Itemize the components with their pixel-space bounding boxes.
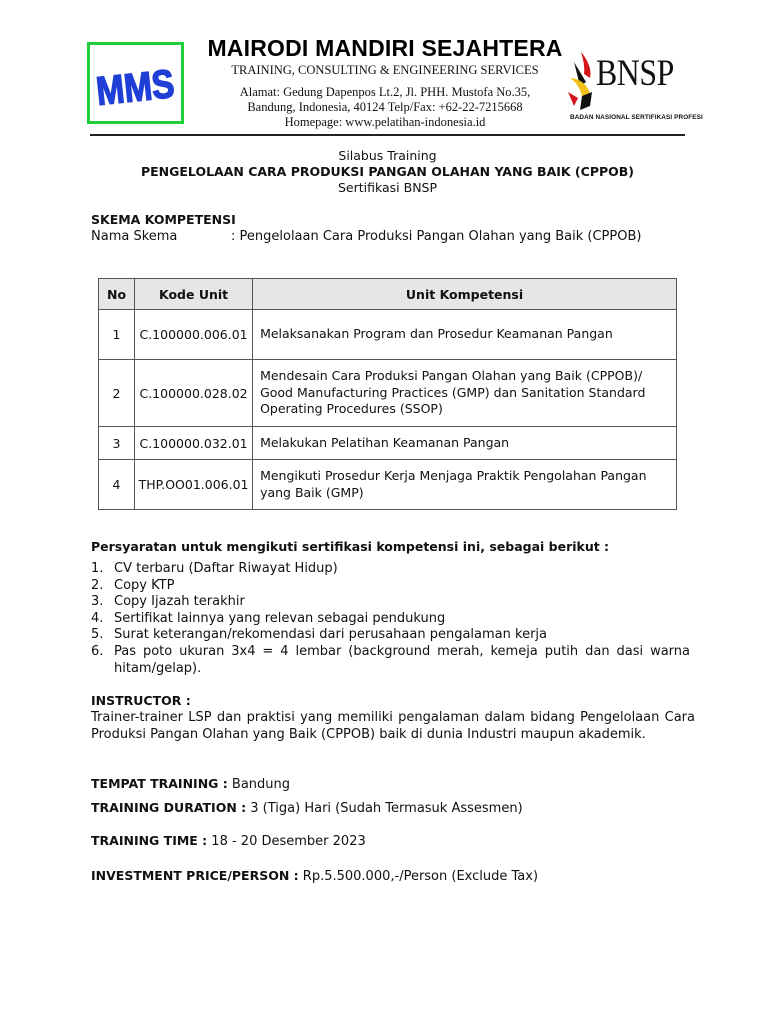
row-no: 3: [99, 427, 135, 460]
header-unit-kompetensi: Unit Kompetensi: [253, 279, 677, 310]
item-text: Pas poto ukuran 3x4 = 4 lembar (background merah, kemeja putih dan dasi warna hitam/gelap).: [114, 643, 690, 676]
company-name: MAIRODI MANDIRI SEJAHTERA: [207, 35, 563, 61]
competency-table: [98, 278, 677, 510]
training-place: [91, 776, 290, 792]
place-value: Bandung: [227, 777, 291, 792]
list-item: [91, 561, 690, 578]
instructor-heading: INSTRUCTOR :: [91, 693, 191, 708]
mms-logo: [87, 42, 192, 124]
place-label: TEMPAT TRAINING :: [91, 776, 228, 791]
row-unit: Melaksanakan Program dan Prosedur Keamanan Pangan: [253, 310, 677, 360]
title-line-3: Sertifikasi BNSP: [337, 180, 438, 195]
instructor-body: Trainer-trainer LSP dan praktisi yang memiliki pengalaman dalam bidang Pengelolaan Cara Produksi Pangan Olahan yang Baik (CPPOB) baik di dunia Industri maupun akademik.: [91, 710, 695, 742]
item-text: CV terbaru (Daftar Riwayat Hidup): [114, 561, 338, 576]
investment-price: [91, 868, 538, 884]
time-label: TRAINING TIME :: [91, 833, 208, 848]
row-code: C.100000.032.01: [135, 427, 253, 460]
title-line-1: Silabus Training: [338, 148, 437, 163]
bnsp-logo: [564, 44, 703, 128]
table-header-row: [99, 279, 677, 310]
header-kode-unit: Kode Unit: [135, 279, 253, 310]
row-unit: Melakukan Pelatihan Keamanan Pangan: [253, 427, 677, 460]
item-number: 5.: [91, 627, 104, 643]
title-line-2: PENGELOLAAN CARA PRODUKSI PANGAN OLAHAN YANG BAIK (CPPOB): [140, 164, 635, 179]
item-number: 2.: [91, 577, 104, 593]
time-value: 18 - 20 Desember 2023: [207, 834, 366, 849]
address-line-1: Alamat: Gedung Dapenpos Lt.2, Jl. PHH. Mustofa No.35,: [239, 85, 531, 99]
item-number: 4.: [91, 610, 104, 626]
row-code: C.100000.006.01: [135, 310, 253, 360]
row-no: 4: [99, 460, 135, 510]
header-no: No: [99, 279, 135, 310]
list-item: [91, 578, 690, 595]
list-item: [91, 611, 690, 628]
table-row: [99, 310, 677, 360]
bnsp-logo-subtitle: BADAN NASIONAL SERTIFIKASI PROFESI: [570, 114, 703, 121]
item-number: 1.: [91, 561, 104, 576]
duration-label: TRAINING DURATION :: [91, 800, 247, 815]
header-divider: [90, 134, 685, 136]
duration-value: 3 (Tiga) Hari (Sudah Termasuk Assesmen): [246, 801, 523, 816]
item-text: Surat keterangan/rekomendasi dari perusahaan pengalaman kerja: [114, 627, 547, 643]
table-row: [99, 427, 677, 460]
row-unit: Mendesain Cara Produksi Pangan Olahan yang Baik (CPPOB)/ Good Manufacturing Practices (GMP) dan Sanitation Standard Operating Procedures (SSOP): [253, 360, 677, 427]
mms-logo-text: MMS: [94, 60, 192, 114]
requirements-heading: Persyaratan untuk mengikuti sertifikasi kompetensi ini, sebagai berikut :: [91, 539, 610, 554]
company-header: [200, 34, 570, 130]
homepage-line: Homepage: www.pelatihan-indonesia.id: [284, 115, 486, 129]
row-no: 1: [99, 310, 135, 360]
row-code: THP.OO01.006.01: [135, 460, 253, 510]
item-text: Copy KTP: [114, 577, 175, 593]
price-label: INVESTMENT PRICE/PERSON :: [91, 868, 299, 883]
item-text: Copy Ijazah terakhir: [114, 594, 245, 610]
requirements-list: [91, 561, 690, 677]
row-no: 2: [99, 360, 135, 427]
skema-heading: SKEMA KOMPETENSI: [91, 212, 236, 227]
document-title: [90, 148, 685, 196]
list-item: [91, 594, 690, 611]
list-item: [91, 627, 690, 644]
company-address: [200, 85, 570, 130]
skema-value: : Pengelolaan Cara Produksi Pangan Olahan yang Baik (CPPOB): [231, 229, 642, 244]
training-duration: [91, 800, 523, 816]
company-tagline: TRAINING, CONSULTING & ENGINEERING SERVICES: [231, 63, 539, 77]
bnsp-logo-text: BNSP: [596, 53, 674, 94]
price-value: Rp.5.500.000,-/Person (Exclude Tax): [298, 869, 539, 884]
row-code: C.100000.028.02: [135, 360, 253, 427]
item-number: 6.: [91, 643, 104, 659]
item-number: 3.: [91, 594, 104, 610]
item-text: Sertifikat lainnya yang relevan sebagai pendukung: [114, 610, 446, 626]
table-row: [99, 360, 677, 427]
table-row: [99, 460, 677, 510]
skema-label: Nama Skema: [91, 229, 178, 244]
row-unit: Mengikuti Prosedur Kerja Menjaga Praktik Pengolahan Pangan yang Baik (GMP): [253, 460, 677, 510]
skema-row: [91, 229, 641, 244]
list-item: [91, 644, 690, 677]
training-time: [91, 833, 366, 849]
address-line-2: Bandung, Indonesia, 40124 Telp/Fax: +62-22-7215668: [247, 100, 523, 114]
